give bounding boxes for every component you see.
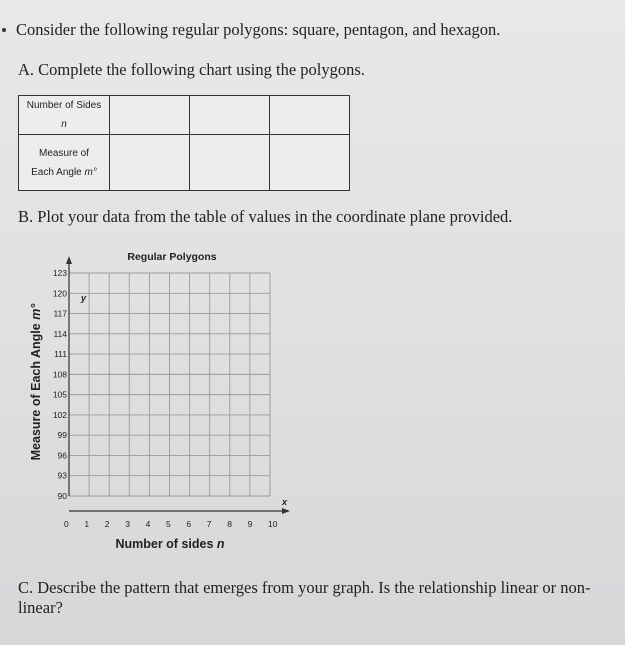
x-tick-label: 5 xyxy=(166,519,171,529)
y-tick-label: 108 xyxy=(52,369,67,380)
data-table xyxy=(18,95,350,191)
x-axis-title: Number of sides n xyxy=(115,537,225,551)
part-b-instruction: B. Plot your data from the table of values in the coordinate plane provided. xyxy=(18,207,513,226)
x-tick-label: 4 xyxy=(145,519,151,529)
x-axis-arrow xyxy=(282,508,290,514)
grid-lines xyxy=(69,273,270,496)
x-tick-label: 9 xyxy=(247,519,253,529)
x-tick-label: 7 xyxy=(206,519,212,529)
table-row-angle xyxy=(19,135,350,191)
part-a-instruction: A. Complete the following chart using the polygons. xyxy=(18,60,365,79)
y-tick-label: 117 xyxy=(53,308,67,319)
question-intro: Consider the following regular polygons: square, pentagon, and hexagon. xyxy=(16,20,501,39)
x-tick-label: 0 xyxy=(64,519,69,529)
y-tick-label: 99 xyxy=(57,430,67,441)
y-tick-label: 105 xyxy=(52,389,67,400)
y-axis-title: Measure of Each Angle m° xyxy=(29,303,43,461)
x-tick-labels xyxy=(64,519,278,529)
x-tick-label: 1 xyxy=(84,519,90,529)
table-cell-sides-square[interactable] xyxy=(110,96,190,135)
x-tick-label: 2 xyxy=(104,519,110,529)
y-tick-label: 111 xyxy=(54,349,67,360)
y-tick-label: 114 xyxy=(53,328,67,339)
y-tick-label: 96 xyxy=(57,450,67,461)
table-cell-sides-hexagon[interactable] xyxy=(270,96,350,135)
x-tick-label: 10 xyxy=(268,519,278,529)
y-tick-label: 102 xyxy=(52,409,67,420)
coordinate-plane[interactable] xyxy=(0,240,625,560)
part-c-line-1: C. Describe the pattern that emerges from your graph. Is the relationship linear or non- xyxy=(18,578,591,597)
row-label-sides: Number of Sides n xyxy=(19,96,110,135)
table-cell-sides-pentagon[interactable] xyxy=(190,96,270,135)
table-row-sides xyxy=(19,96,350,135)
y-tick-label: 90 xyxy=(57,491,67,501)
y-axis-arrow xyxy=(66,256,72,264)
chart-title: Regular Polygons xyxy=(127,251,217,263)
y-tick-label: 93 xyxy=(57,470,67,481)
x-tick-label: 8 xyxy=(227,519,232,529)
y-tick-label: 120 xyxy=(52,288,67,299)
part-c-line-2: linear? xyxy=(18,598,63,617)
x-tick-label: 6 xyxy=(186,519,192,529)
x-tick-label: 3 xyxy=(125,519,130,529)
x-axis-letter: x xyxy=(282,497,288,507)
y-tick-labels xyxy=(53,268,67,501)
table-cell-angle-pentagon[interactable] xyxy=(190,135,270,191)
bullet-dot xyxy=(2,28,6,32)
y-tick-label: 123 xyxy=(52,268,67,278)
y-axis-letter: y xyxy=(81,293,87,303)
table-cell-angle-hexagon[interactable] xyxy=(270,135,350,191)
row-label-angle: Measure of Each Angle m° xyxy=(19,135,110,191)
table-cell-angle-square[interactable] xyxy=(110,135,190,191)
